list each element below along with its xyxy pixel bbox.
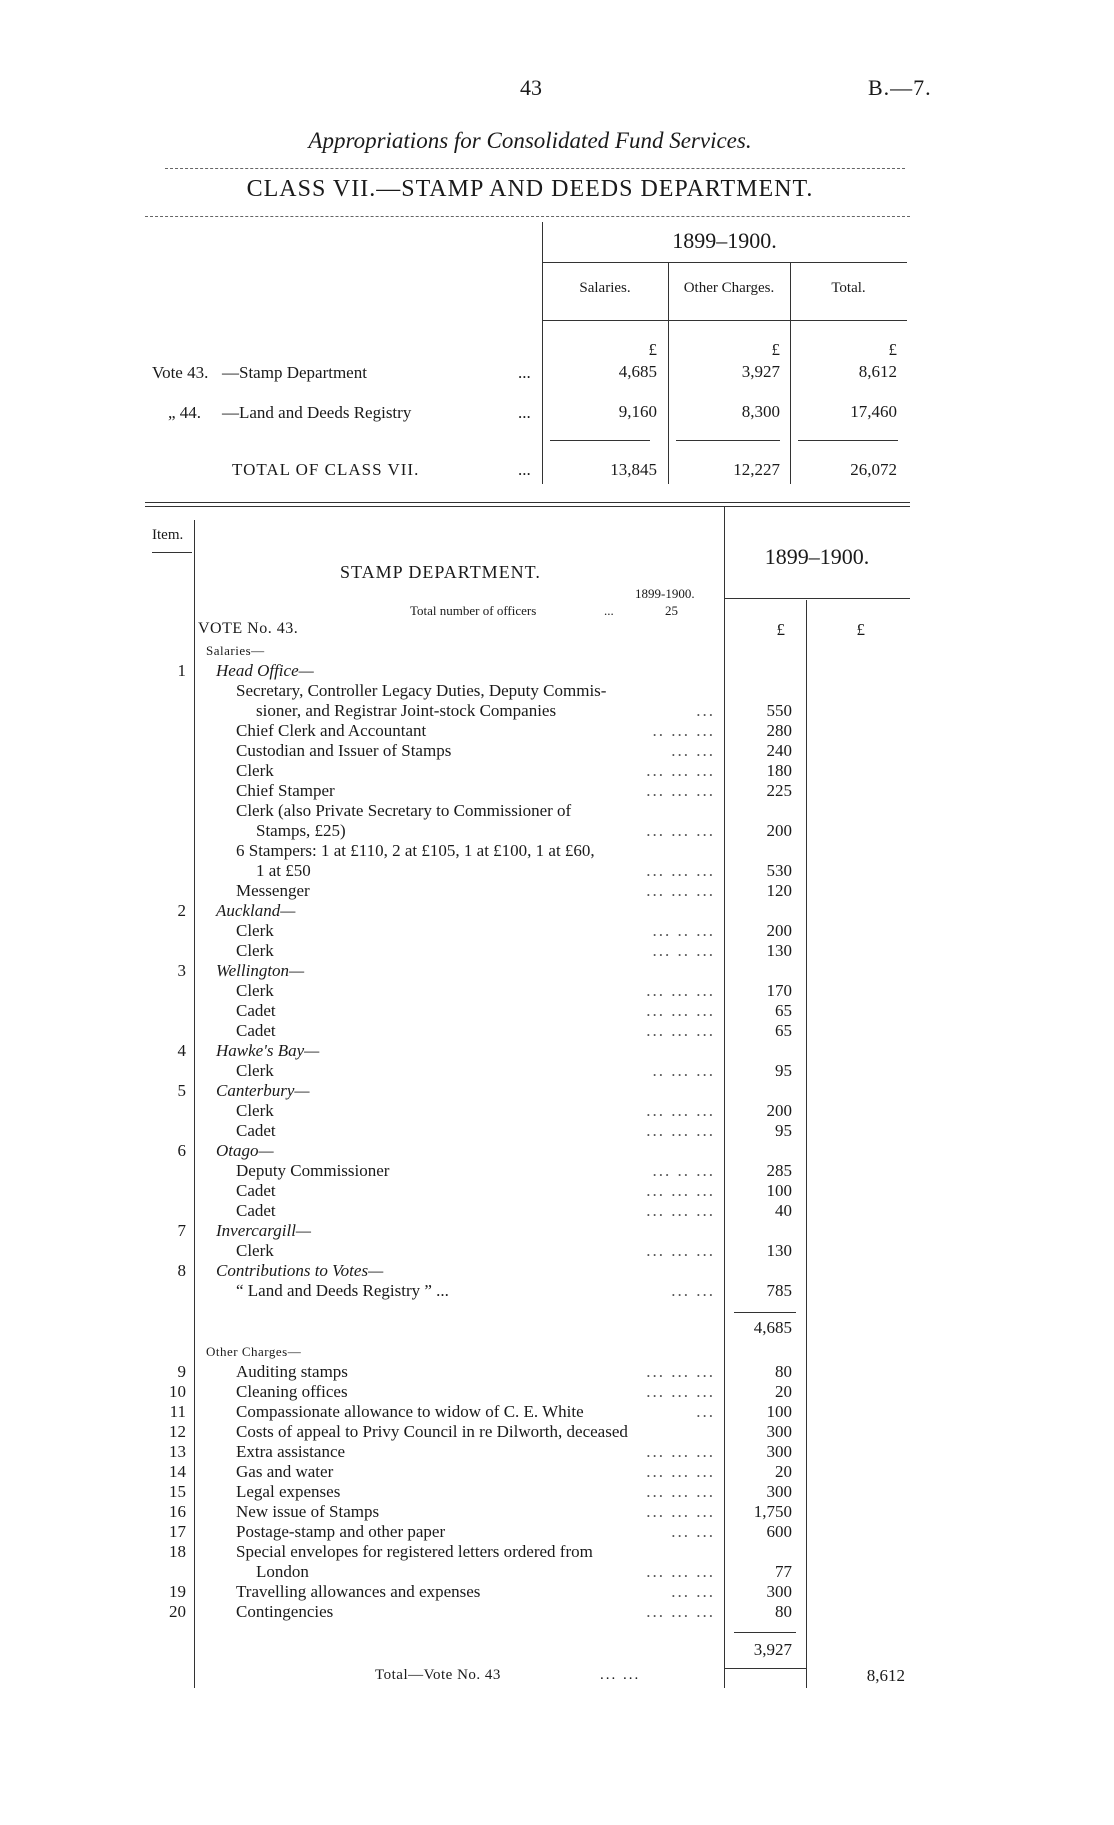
item-label: 1 at £50 (256, 861, 311, 880)
item-label: Postage-stamp and other paper (236, 1522, 446, 1541)
total-rule (798, 440, 898, 441)
leader-dots: ... ... ... (646, 1482, 715, 1501)
item-amount: 530 (766, 861, 792, 880)
item-number: 11 (169, 1402, 186, 1421)
leader-dots: ... ... (600, 1667, 641, 1683)
line-item (0, 1121, 1114, 1141)
currency-symbol: £ (771, 340, 780, 359)
currency-symbol: £ (648, 340, 657, 359)
summary-rule (542, 262, 907, 263)
other-charges-section-label: Other Charges— (206, 1344, 302, 1359)
item-amount: 600 (766, 1522, 792, 1541)
class-heading: CLASS VII.—STAMP AND DEEDS DEPARTMENT. (246, 176, 814, 202)
leader-dots: .. ... ... (652, 1061, 715, 1080)
item-label: Chief Clerk and Accountant (236, 721, 427, 740)
item-label: Compassionate allowance to widow of C. E. White (236, 1402, 584, 1421)
line-item (0, 1161, 1114, 1181)
item-label: Contingencies (236, 1602, 334, 1621)
item-label: Auditing stamps (236, 1362, 348, 1381)
line-item (0, 1081, 1114, 1101)
item-label: Clerk (236, 1241, 274, 1260)
item-amount: 180 (766, 761, 792, 780)
leader-dots: ... (518, 363, 531, 382)
leader-dots: ... ... ... (646, 1442, 715, 1461)
class-grand-total: 26,072 (850, 460, 897, 479)
item-amount: 240 (766, 741, 792, 760)
officers-count: 25 (665, 603, 678, 618)
leader-dots: ... ... ... (646, 821, 715, 840)
item-amount: 200 (766, 821, 792, 840)
salaries-total: 13,845 (610, 460, 657, 479)
vote-number: „ 44. (168, 403, 202, 422)
item-amount: 120 (766, 881, 792, 900)
item-number: 20 (169, 1602, 186, 1621)
line-item (0, 1422, 1114, 1442)
line-item (0, 1021, 1114, 1041)
page-title: Appropriations for Consolidated Fund Services. (308, 128, 752, 153)
salaries-section-label: Salaries— (206, 643, 265, 658)
leader-dots: ... ... ... (646, 1021, 715, 1040)
line-item (0, 961, 1114, 981)
item-amount: 100 (766, 1181, 792, 1200)
line-item (0, 1221, 1114, 1241)
leader-dots: ... ... (671, 1582, 715, 1601)
item-amount: 1,750 (753, 1502, 792, 1521)
total-rule (676, 440, 780, 441)
line-item (0, 761, 1114, 781)
officers-year: 1899-1900. (635, 586, 695, 601)
item-label: Clerk (236, 1061, 274, 1080)
leader-dots: ... ... ... (646, 981, 715, 1000)
detail-year: 1899–1900. (764, 544, 870, 569)
leader-dots: ... (518, 460, 531, 479)
col-total: Total. (831, 280, 866, 296)
subtotal-rule (734, 1632, 796, 1633)
item-amount: 80 (775, 1602, 792, 1621)
item-label: Extra assistance (236, 1442, 346, 1461)
salaries-subtotal: 4,685 (753, 1318, 792, 1337)
item-amount: 200 (766, 1101, 792, 1120)
col-salaries: Salaries. (579, 280, 631, 296)
summary-year: 1899–1900. (672, 228, 777, 253)
leader-dots: ... ... ... (646, 781, 715, 800)
leader-dots: ... .. ... (652, 941, 715, 960)
office-subheading: Auckland— (216, 901, 296, 920)
total-rule (550, 440, 650, 441)
line-item (0, 721, 1114, 741)
line-item (0, 781, 1114, 801)
line-item (0, 1582, 1114, 1602)
total-rule (724, 1668, 806, 1669)
item-number: 15 (169, 1482, 186, 1501)
item-amount: 130 (766, 1241, 792, 1260)
item-amount: 80 (775, 1362, 792, 1381)
item-label: Cadet (236, 1021, 276, 1040)
item-label: Cadet (236, 1001, 276, 1020)
currency-symbol: £ (856, 620, 865, 639)
item-number: 2 (177, 901, 186, 920)
line-item (0, 1482, 1114, 1502)
item-column-header: Item. (152, 527, 184, 543)
department-heading: STAMP DEPARTMENT. (340, 562, 541, 582)
item-label: Stamps, £25) (256, 821, 346, 840)
line-item (0, 661, 1114, 681)
item-label: New issue of Stamps (236, 1502, 380, 1521)
leader-dots: ... ... (671, 1522, 715, 1541)
leader-dots: ... ... ... (646, 1602, 715, 1621)
office-subheading: Head Office— (216, 661, 314, 680)
leader-dots: ... ... ... (646, 1181, 715, 1200)
item-amount: 170 (766, 981, 792, 1000)
item-label: Clerk (236, 981, 274, 1000)
item-amount: 130 (766, 941, 792, 960)
item-number: 6 (177, 1141, 186, 1160)
line-item (0, 801, 1114, 821)
item-number: 8 (177, 1261, 186, 1280)
item-amount: 65 (775, 1021, 792, 1040)
vote-label: VOTE No. 43. (198, 620, 299, 637)
item-number: 13 (169, 1442, 186, 1461)
line-item (0, 981, 1114, 1001)
item-label: Custodian and Issuer of Stamps (236, 741, 452, 760)
line-item (0, 1241, 1114, 1261)
line-item (0, 1562, 1114, 1582)
line-item (0, 1402, 1114, 1422)
item-label: Clerk (236, 1101, 274, 1120)
item-label: Cadet (236, 1201, 276, 1220)
leader-dots: ... (518, 403, 531, 422)
vote-label: —Land and Deeds Registry (222, 403, 412, 422)
leader-dots: ... ... ... (646, 1121, 715, 1140)
item-number: 7 (177, 1221, 186, 1240)
total-amount: 8,612 (858, 362, 897, 381)
other-charges-amount: 3,927 (741, 362, 780, 381)
line-item (0, 1462, 1114, 1482)
item-label: “ Land and Deeds Registry ” ... (236, 1281, 449, 1300)
leader-dots: ... .. ... (652, 1161, 715, 1180)
line-item (0, 941, 1114, 961)
line-item (0, 1542, 1114, 1562)
title-rule (165, 168, 905, 169)
salaries-amount: 4,685 (618, 362, 657, 381)
item-label: Gas and water (236, 1462, 334, 1481)
line-item (0, 901, 1114, 921)
line-item (0, 741, 1114, 761)
item-label: Special envelopes for registered letters ordered from (236, 1542, 593, 1561)
line-item (0, 921, 1114, 941)
office-subheading: Canterbury— (216, 1081, 310, 1100)
leader-dots: ... ... ... (646, 1001, 715, 1020)
vote-total-label: Total—Vote No. 43 (375, 1667, 501, 1683)
section-rule (145, 502, 910, 503)
line-item (0, 1502, 1114, 1522)
line-item (0, 1362, 1114, 1382)
item-label: Secretary, Controller Legacy Duties, Deputy Commis- (236, 681, 607, 700)
line-item (0, 1061, 1114, 1081)
item-amount: 280 (766, 721, 792, 740)
detail-year-rule (724, 598, 910, 599)
item-label: Chief Stamper (236, 781, 335, 800)
vote-total-amount: 8,612 (866, 1666, 905, 1685)
item-label: Clerk (236, 921, 274, 940)
currency-symbol: £ (776, 620, 785, 639)
item-label: London (256, 1562, 309, 1581)
other-charges-total: 12,227 (733, 460, 780, 479)
item-label: Cleaning offices (236, 1382, 348, 1401)
line-item (0, 1602, 1114, 1622)
item-amount: 100 (766, 1402, 792, 1421)
leader-dots: ... ... ... (646, 1462, 715, 1481)
line-item (0, 1382, 1114, 1402)
item-amount: 550 (766, 701, 792, 720)
item-amount: 95 (775, 1061, 792, 1080)
item-amount: 65 (775, 1001, 792, 1020)
item-label: sioner, and Registrar Joint-stock Companies (256, 701, 557, 720)
item-label: Legal expenses (236, 1482, 341, 1501)
subtotal-rule (734, 1312, 796, 1313)
item-label: Costs of appeal to Privy Council in re Dilworth, deceased (236, 1422, 628, 1441)
item-number: 10 (169, 1382, 186, 1401)
item-label: Clerk (236, 761, 274, 780)
salaries-amount: 9,160 (618, 402, 657, 421)
item-amount: 20 (775, 1462, 792, 1481)
other-charges-subtotal: 3,927 (753, 1640, 792, 1659)
page-number: 43 (520, 75, 542, 100)
line-item (0, 1522, 1114, 1542)
item-amount: 300 (766, 1422, 792, 1441)
item-amount: 200 (766, 921, 792, 940)
item-amount: 300 (766, 1582, 792, 1601)
line-item (0, 1181, 1114, 1201)
item-amount: 40 (775, 1201, 792, 1220)
item-header-rule (152, 552, 192, 553)
office-subheading: Invercargill— (216, 1221, 312, 1240)
leader-dots: ... ... (671, 741, 715, 760)
line-item (0, 841, 1114, 861)
item-label: Cadet (236, 1121, 276, 1140)
item-label: Cadet (236, 1181, 276, 1200)
item-amount: 77 (775, 1562, 792, 1581)
item-number: 5 (177, 1081, 186, 1100)
summary-rule (542, 320, 907, 321)
office-subheading: Hawke's Bay— (216, 1041, 320, 1060)
item-number: 4 (177, 1041, 186, 1060)
item-number: 14 (169, 1462, 186, 1481)
line-item (0, 821, 1114, 841)
leader-dots: ... ... ... (646, 881, 715, 900)
line-item (0, 1201, 1114, 1221)
leader-dots: ... ... ... (646, 861, 715, 880)
item-label: Clerk (also Private Secretary to Commissioner of (236, 801, 572, 820)
item-amount: 95 (775, 1121, 792, 1140)
item-amount: 225 (766, 781, 792, 800)
vote-number: Vote 43. (152, 363, 209, 382)
item-number: 12 (169, 1422, 186, 1441)
leader-dots: ... ... ... (646, 761, 715, 780)
leader-dots: ... ... ... (646, 1362, 715, 1381)
leader-dots: ... .. ... (652, 921, 715, 940)
item-amount: 20 (775, 1382, 792, 1401)
line-item (0, 1442, 1114, 1462)
item-amount: 785 (766, 1281, 792, 1300)
item-number: 9 (177, 1362, 186, 1381)
item-number: 19 (169, 1582, 186, 1601)
item-amount: 300 (766, 1482, 792, 1501)
leader-dots: ... ... ... (646, 1382, 715, 1401)
line-item (0, 1001, 1114, 1021)
leader-dots: ... (696, 1402, 715, 1421)
office-subheading: Contributions to Votes— (216, 1261, 384, 1280)
class-total-label: TOTAL OF CLASS VII. (232, 460, 420, 479)
line-item (0, 881, 1114, 901)
leader-dots: ... (604, 603, 614, 618)
item-number: 16 (169, 1502, 186, 1521)
office-subheading: Otago— (216, 1141, 274, 1160)
document-reference: B.—7. (868, 75, 932, 100)
line-item (0, 1141, 1114, 1161)
item-label: 6 Stampers: 1 at £110, 2 at £105, 1 at £100, 1 at £60, (236, 841, 595, 860)
item-number: 1 (177, 661, 186, 680)
leader-dots: ... ... ... (646, 1101, 715, 1120)
line-item (0, 861, 1114, 881)
line-item (0, 701, 1114, 721)
item-number: 18 (169, 1542, 186, 1561)
item-label: Deputy Commissioner (236, 1161, 390, 1180)
total-amount: 17,460 (850, 402, 897, 421)
item-number: 3 (177, 961, 186, 980)
leader-dots: ... ... ... (646, 1201, 715, 1220)
leader-dots: ... ... ... (646, 1562, 715, 1581)
item-label: Clerk (236, 941, 274, 960)
leader-dots: ... ... ... (646, 1502, 715, 1521)
item-amount: 300 (766, 1442, 792, 1461)
vote-label: —Stamp Department (222, 363, 367, 382)
line-item (0, 1041, 1114, 1061)
item-amount: 285 (766, 1161, 792, 1180)
line-item (0, 681, 1114, 701)
section-rule (145, 506, 910, 507)
other-charges-amount: 8,300 (741, 402, 780, 421)
item-label: Travelling allowances and expenses (236, 1582, 481, 1601)
currency-symbol: £ (888, 340, 897, 359)
officers-label: Total number of officers (410, 603, 537, 618)
line-item (0, 1281, 1114, 1301)
line-item (0, 1101, 1114, 1121)
leader-dots: .. ... ... (652, 721, 715, 740)
office-subheading: Wellington— (216, 961, 305, 980)
leader-dots: ... (696, 701, 715, 720)
leader-dots: ... ... (671, 1281, 715, 1300)
item-number: 17 (169, 1522, 186, 1541)
col-other-charges: Other Charges. (683, 280, 775, 296)
line-item (0, 1261, 1114, 1281)
item-label: Messenger (236, 881, 310, 900)
class-rule (145, 216, 910, 217)
leader-dots: ... ... ... (646, 1241, 715, 1260)
